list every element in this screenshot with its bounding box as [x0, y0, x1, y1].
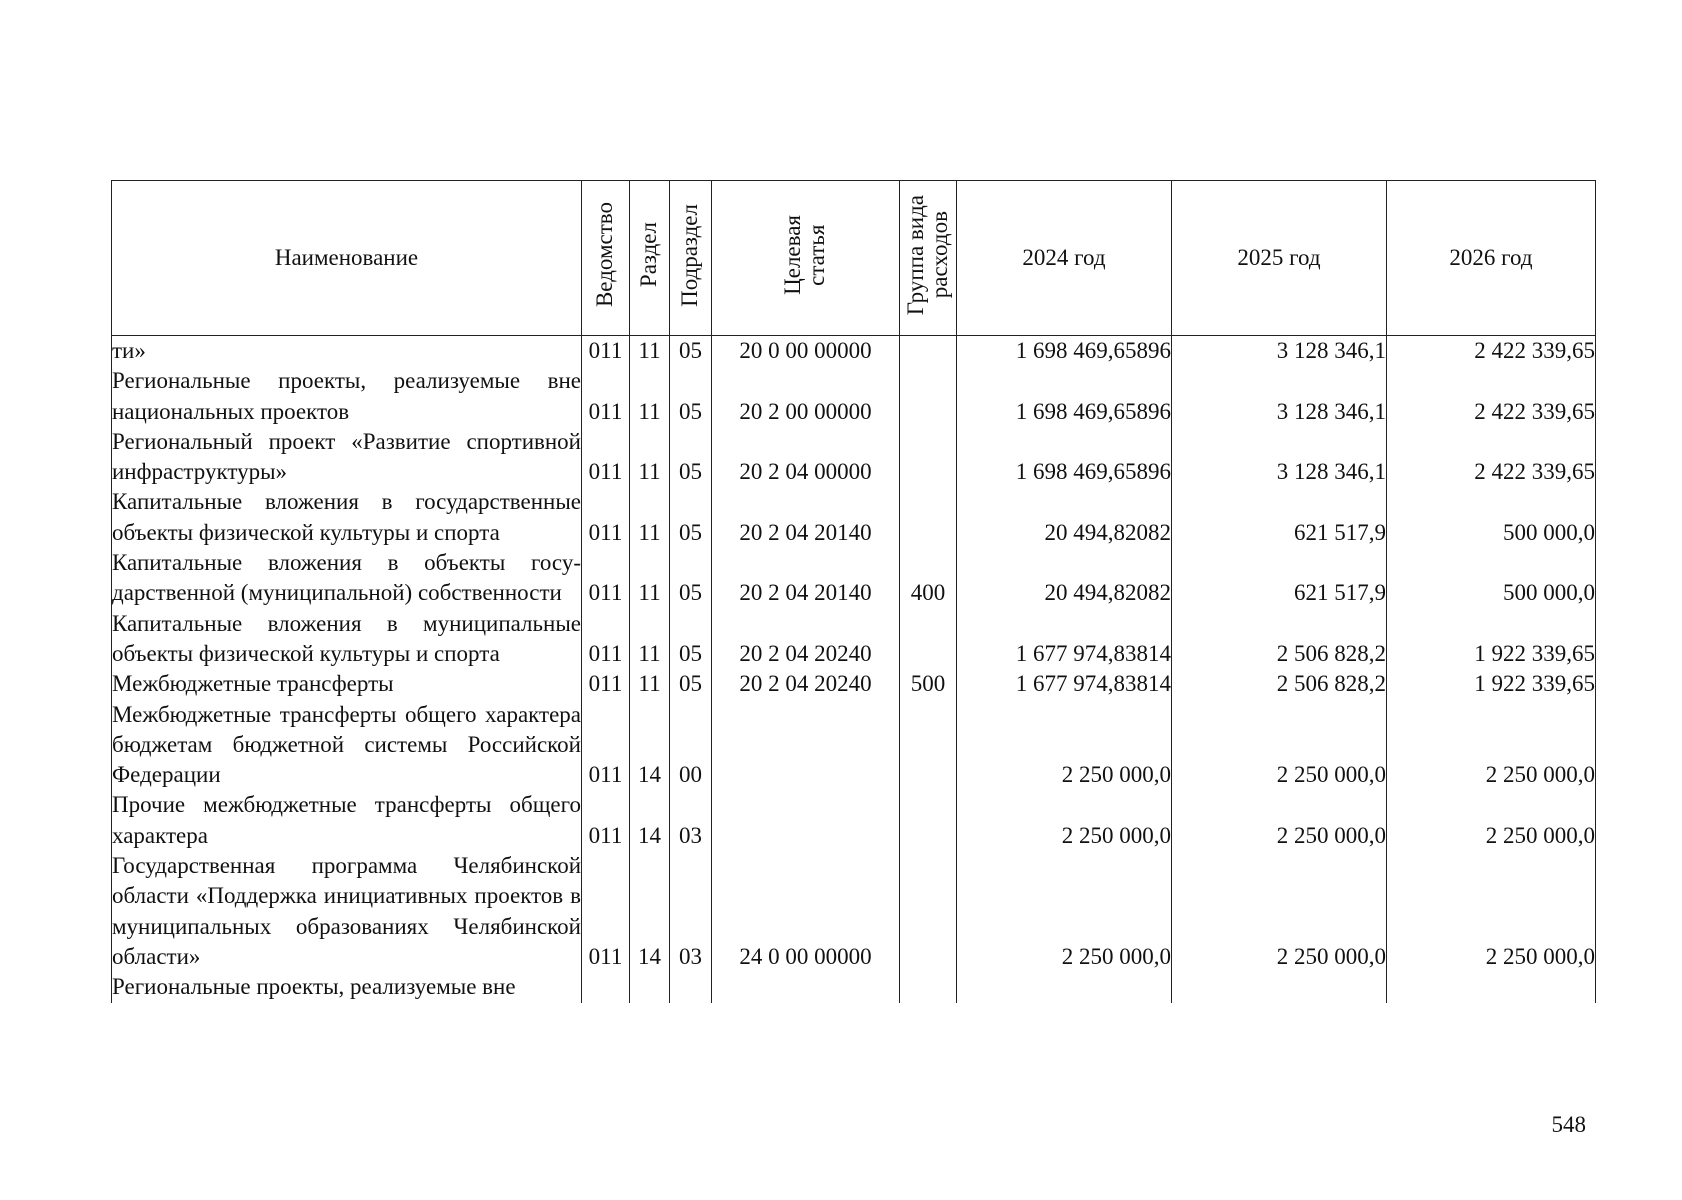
row-amount-2025: [1172, 972, 1387, 1002]
row-expense-group: [900, 972, 957, 1002]
table-row: [112, 336, 1596, 367]
row-amount-2025: 621 517,9: [1172, 548, 1387, 609]
table-row: [112, 972, 1596, 1002]
row-section: 11: [630, 548, 670, 609]
row-expense-group: [900, 700, 957, 791]
table-row: [112, 487, 1596, 548]
row-subsection: 03: [670, 851, 712, 972]
page-number: 548: [1551, 1112, 1586, 1137]
row-department: 011: [582, 336, 630, 367]
row-expense-group: [900, 427, 957, 488]
row-amount-2024: 1 698 469,65896: [957, 427, 1172, 488]
row-subsection: 05: [670, 427, 712, 488]
header-year-2026: 2026 год: [1387, 181, 1596, 336]
row-name: ти»: [112, 336, 582, 367]
row-amount-2025: 3 128 346,1: [1172, 366, 1387, 427]
row-name: Межбюджетные трансферты: [112, 669, 582, 699]
row-amount-2024: 20 494,82082: [957, 548, 1172, 609]
row-department: 011: [582, 548, 630, 609]
row-amount-2026: 2 422 339,65: [1387, 427, 1596, 488]
row-department: 011: [582, 609, 630, 670]
row-section: 11: [630, 669, 670, 699]
row-department: [582, 972, 630, 1002]
row-amount-2024: 1 677 974,83814: [957, 609, 1172, 670]
row-amount-2025: 2 250 000,0: [1172, 851, 1387, 972]
row-amount-2025: 3 128 346,1: [1172, 427, 1387, 488]
row-section: 14: [630, 790, 670, 851]
row-amount-2026: 2 250 000,0: [1387, 700, 1596, 791]
row-department: 011: [582, 851, 630, 972]
row-department: 011: [582, 427, 630, 488]
row-section: 11: [630, 487, 670, 548]
row-section: 11: [630, 336, 670, 367]
row-amount-2026: 500 000,0: [1387, 548, 1596, 609]
row-expense-group: [900, 851, 957, 972]
table-row: [112, 366, 1596, 427]
row-amount-2024: 2 250 000,0: [957, 790, 1172, 851]
table-row: [112, 669, 1596, 699]
row-amount-2025: 3 128 346,1: [1172, 336, 1387, 367]
row-amount-2025: 2 506 828,2: [1172, 609, 1387, 670]
row-section: 14: [630, 851, 670, 972]
header-section: Раздел: [630, 181, 670, 336]
row-target-article: [712, 972, 900, 1002]
row-amount-2024: [957, 972, 1172, 1002]
row-department: 011: [582, 790, 630, 851]
row-amount-2024: 20 494,82082: [957, 487, 1172, 548]
row-name: Прочие межбюджетные трансферты общего характера: [112, 790, 582, 851]
row-expense-group: 400: [900, 548, 957, 609]
row-subsection: 03: [670, 790, 712, 851]
row-target-article: 20 2 00 00000: [712, 366, 900, 427]
row-section: 11: [630, 427, 670, 488]
row-subsection: 05: [670, 609, 712, 670]
row-amount-2025: 2 250 000,0: [1172, 790, 1387, 851]
row-department: 011: [582, 366, 630, 427]
row-amount-2024: 2 250 000,0: [957, 700, 1172, 791]
row-target-article: 20 2 04 20140: [712, 487, 900, 548]
row-target-article: 20 2 04 00000: [712, 427, 900, 488]
row-name: Капитальные вложения в муниципальные объекты физической культуры и спорта: [112, 609, 582, 670]
row-name: Региональный проект «Развитие спортивной инфраструктуры»: [112, 427, 582, 488]
row-target-article: [712, 700, 900, 791]
header-year-2025: 2025 год: [1172, 181, 1387, 336]
row-expense-group: [900, 790, 957, 851]
table-row: [112, 851, 1596, 972]
row-amount-2026: 2 422 339,65: [1387, 336, 1596, 367]
row-amount-2026: 2 250 000,0: [1387, 790, 1596, 851]
row-subsection: 05: [670, 336, 712, 367]
row-amount-2024: 2 250 000,0: [957, 851, 1172, 972]
table-row: [112, 548, 1596, 609]
row-expense-group: [900, 336, 957, 367]
row-section: [630, 972, 670, 1002]
row-target-article: 20 2 04 20240: [712, 669, 900, 699]
row-subsection: 05: [670, 487, 712, 548]
row-subsection: 05: [670, 366, 712, 427]
row-department: 011: [582, 700, 630, 791]
row-name: Капитальные вложения в государственные объекты физической культуры и спорта: [112, 487, 582, 548]
row-amount-2026: 1 922 339,65: [1387, 609, 1596, 670]
row-amount-2026: 500 000,0: [1387, 487, 1596, 548]
row-name: Государственная программа Челябинской области «Поддержка инициативных проектов в муниципальных образованиях Челябинской области»: [112, 851, 582, 972]
table-row: [112, 609, 1596, 670]
table-row: [112, 790, 1596, 851]
row-target-article: 20 2 04 20140: [712, 548, 900, 609]
row-expense-group: [900, 487, 957, 548]
row-section: 11: [630, 366, 670, 427]
table-row: [112, 427, 1596, 488]
row-subsection: [670, 972, 712, 1002]
row-section: 14: [630, 700, 670, 791]
row-name: Региональные проекты, реализуемые вне: [112, 972, 582, 1002]
budget-table: [111, 180, 1596, 1003]
row-amount-2025: 621 517,9: [1172, 487, 1387, 548]
row-department: 011: [582, 487, 630, 548]
row-name: Межбюджетные трансферты общего характера бюджетам бюджетной системы Российской Федерации: [112, 700, 582, 791]
row-expense-group: [900, 366, 957, 427]
table-header-row: [112, 181, 1596, 336]
row-amount-2026: 1 922 339,65: [1387, 669, 1596, 699]
row-subsection: 05: [670, 669, 712, 699]
row-amount-2025: 2 506 828,2: [1172, 669, 1387, 699]
row-section: 11: [630, 609, 670, 670]
row-amount-2024: 1 698 469,65896: [957, 366, 1172, 427]
header-department: Ведомство: [582, 181, 630, 336]
row-target-article: [712, 790, 900, 851]
row-expense-group: [900, 609, 957, 670]
row-amount-2026: 2 250 000,0: [1387, 851, 1596, 972]
row-amount-2026: 2 422 339,65: [1387, 366, 1596, 427]
row-subsection: 00: [670, 700, 712, 791]
row-expense-group: 500: [900, 669, 957, 699]
row-amount-2026: [1387, 972, 1596, 1002]
header-name: Наименование: [112, 181, 582, 336]
row-target-article: 24 0 00 00000: [712, 851, 900, 972]
row-target-article: 20 2 04 20240: [712, 609, 900, 670]
header-target-article: Целевая статья: [712, 181, 900, 336]
header-subsection: Подраздел: [670, 181, 712, 336]
header-year-2024: 2024 год: [957, 181, 1172, 336]
row-amount-2024: 1 698 469,65896: [957, 336, 1172, 367]
table-row: [112, 700, 1596, 791]
row-amount-2024: 1 677 974,83814: [957, 669, 1172, 699]
header-expense-group: Группа вида расходов: [900, 181, 957, 336]
row-subsection: 05: [670, 548, 712, 609]
row-amount-2025: 2 250 000,0: [1172, 700, 1387, 791]
row-name: Региональные проекты, реализуемые вне национальных проектов: [112, 366, 582, 427]
row-target-article: 20 0 00 00000: [712, 336, 900, 367]
row-name: Капитальные вложения в объекты государственной (муниципальной) собственности: [112, 548, 582, 609]
row-department: 011: [582, 669, 630, 699]
